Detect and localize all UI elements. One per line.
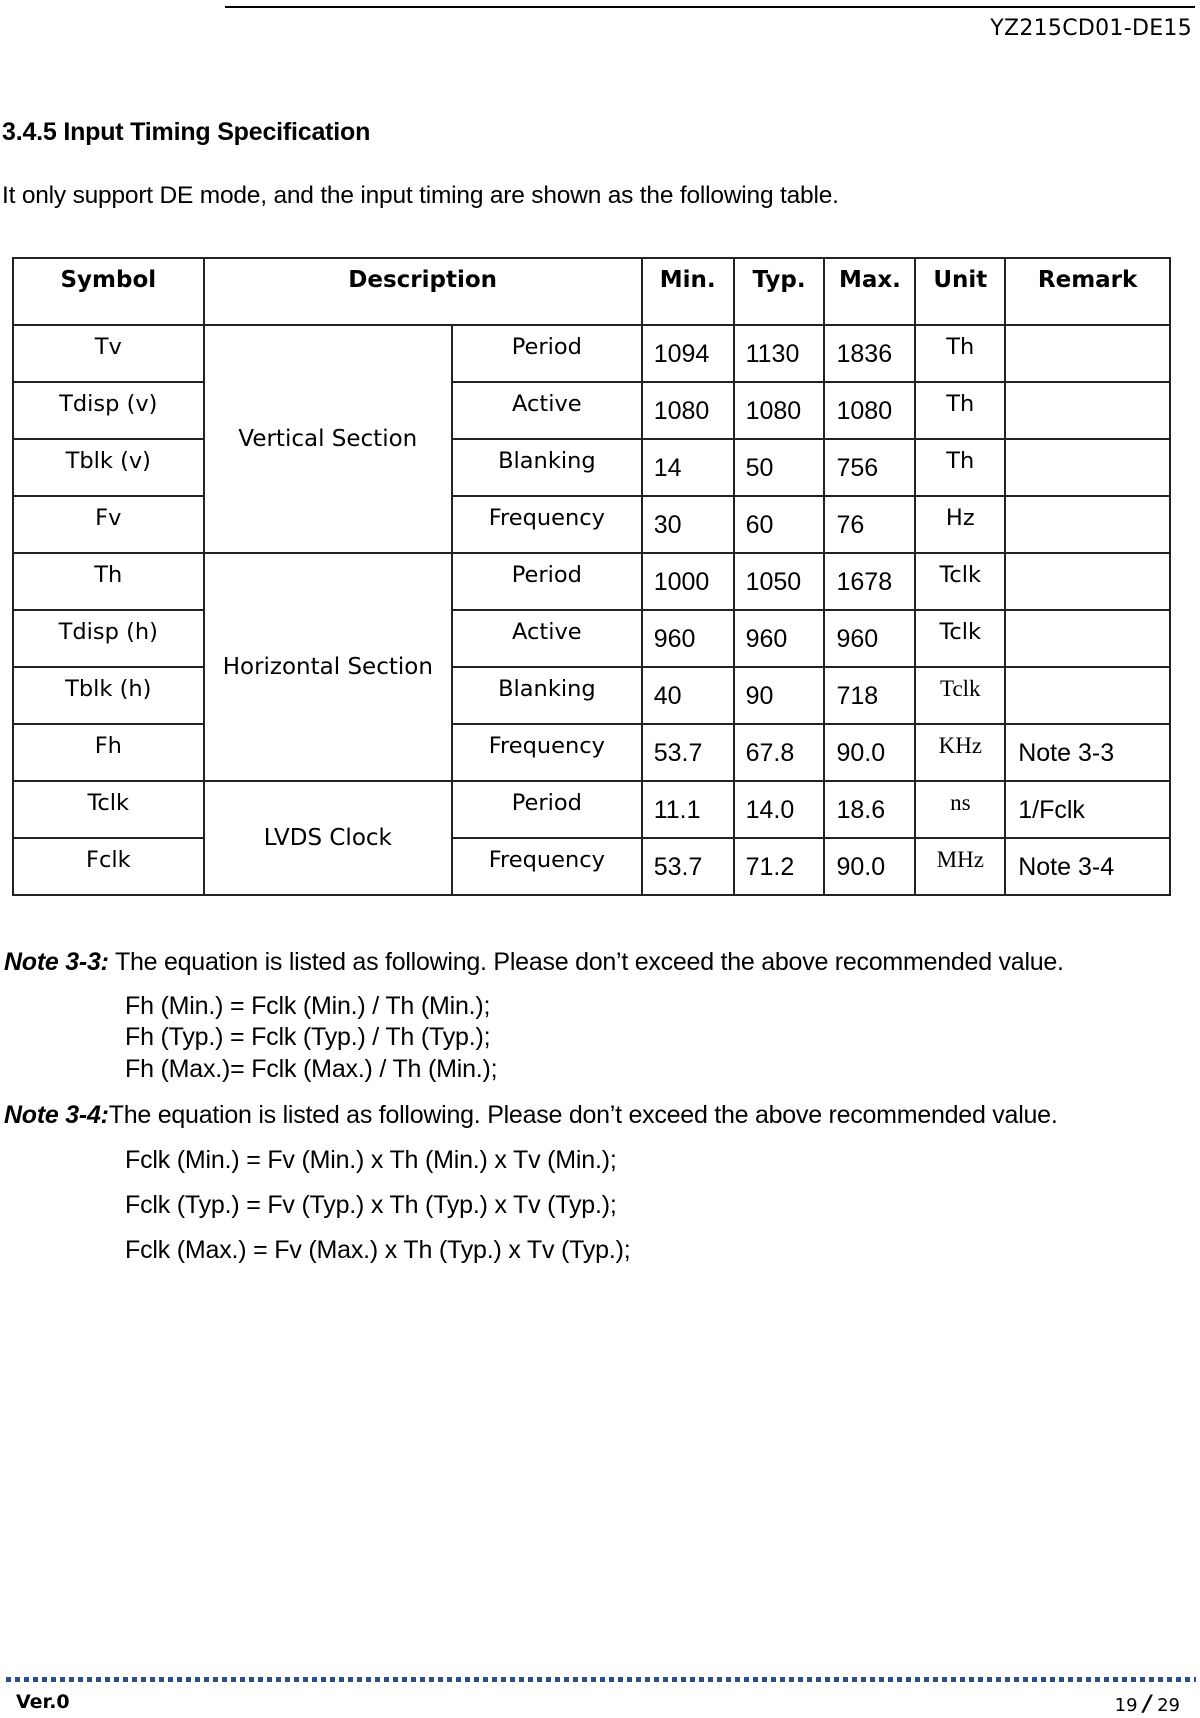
unit-cell: Hz [915,496,1005,553]
unit-cell: Tclk [915,667,1005,724]
param-cell: Period [452,325,642,382]
intro-text: It only support DE mode, and the input timing are shown as the following table. [2,182,839,209]
header-remark: Remark [1005,258,1170,325]
max-cell: 1836 [824,325,915,382]
typ-cell: 14.0 [734,781,825,838]
symbol-cell: Tdisp (v) [13,382,204,439]
table-row [13,838,1170,895]
max-cell: 1080 [824,382,915,439]
lvds-clock-section-cell: LVDS Clock [204,781,452,895]
header-rule [225,6,1195,8]
page-separator: / [1143,1692,1152,1717]
min-cell: 1080 [642,382,734,439]
unit-cell: Tclk [915,610,1005,667]
symbol-cell: Tv [13,325,204,382]
vertical-section-cell: Vertical Section [204,325,452,553]
unit-cell: Tclk [915,553,1005,610]
remark-cell: Note 3-3 [1005,724,1170,781]
min-cell: 40 [642,667,734,724]
note-3-4-label: Note 3-4: [4,1101,109,1129]
min-cell: 1094 [642,325,734,382]
section-title: 3.4.5 Input Timing Specification [2,118,371,146]
note-3-3-label: Note 3-3: [4,948,109,976]
remark-cell [1005,325,1170,382]
param-cell: Period [452,553,642,610]
min-cell: 53.7 [642,838,734,895]
symbol-cell: Fv [13,496,204,553]
note-3-4-text: The equation is listed as following. Please don’t exceed the above recommended value. [108,1101,1058,1129]
typ-cell: 67.8 [734,724,825,781]
remark-cell [1005,496,1170,553]
symbol-cell: Tblk (h) [13,667,204,724]
typ-cell: 71.2 [734,838,825,895]
note-3-3 [4,948,1064,977]
typ-cell: 90 [734,667,825,724]
footer-page-number [1115,1692,1180,1717]
param-cell: Frequency [452,496,642,553]
param-cell: Blanking [452,667,642,724]
unit-cell: Th [915,325,1005,382]
note-3-3-text: The equation is listed as following. Please don’t exceed the above recommended value. [108,948,1064,976]
table-row [13,667,1170,724]
page-current: 19 [1114,1695,1138,1716]
typ-cell: 60 [734,496,825,553]
header-description: Description [204,258,642,325]
max-cell: 756 [824,439,915,496]
note-3-3-equation: Fh (Typ.) = Fclk (Typ.) / Th (Typ.); [125,1023,491,1051]
header-typ: Typ. [734,258,825,325]
min-cell: 53.7 [642,724,734,781]
footer-version: Ver.0 [16,1691,70,1713]
table-header-row [13,258,1170,325]
param-cell: Period [452,781,642,838]
symbol-cell: Tblk (v) [13,439,204,496]
unit-cell: ns [915,781,1005,838]
header-max: Max. [824,258,915,325]
max-cell: 76 [824,496,915,553]
table-row [13,610,1170,667]
remark-cell [1005,553,1170,610]
document-id: YZ215CD01-DE15 [990,16,1192,41]
table-row [13,781,1170,838]
footer-dotted-rule [6,1677,1196,1682]
unit-cell: Th [915,382,1005,439]
symbol-cell: Th [13,553,204,610]
min-cell: 1000 [642,553,734,610]
note-3-4 [4,1101,1058,1130]
unit-cell: MHz [915,838,1005,895]
typ-cell: 1050 [734,553,825,610]
symbol-cell: Fh [13,724,204,781]
note-3-4-equation: Fclk (Typ.) = Fv (Typ.) x Th (Typ.) x Tv (Typ.); [125,1191,617,1219]
typ-cell: 1080 [734,382,825,439]
table-row [13,496,1170,553]
param-cell: Active [452,382,642,439]
header-unit: Unit [915,258,1005,325]
remark-cell: Note 3-4 [1005,838,1170,895]
note-3-3-equation: Fh (Max.)= Fclk (Max.) / Th (Min.); [125,1055,498,1083]
min-cell: 14 [642,439,734,496]
unit-cell: Th [915,439,1005,496]
remark-cell: 1/Fclk [1005,781,1170,838]
remark-cell [1005,610,1170,667]
header-min: Min. [642,258,734,325]
symbol-cell: Tclk [13,781,204,838]
max-cell: 960 [824,610,915,667]
symbol-cell: Tdisp (h) [13,610,204,667]
min-cell: 11.1 [642,781,734,838]
param-cell: Frequency [452,724,642,781]
input-timing-table [12,257,1171,896]
table-row [13,553,1170,610]
note-3-3-equation: Fh (Min.) = Fclk (Min.) / Th (Min.); [125,992,491,1020]
max-cell: 90.0 [824,838,915,895]
remark-cell [1005,439,1170,496]
min-cell: 960 [642,610,734,667]
table-row [13,724,1170,781]
table-row [13,325,1170,382]
typ-cell: 960 [734,610,825,667]
unit-cell: KHz [915,724,1005,781]
param-cell: Active [452,610,642,667]
min-cell: 30 [642,496,734,553]
max-cell: 718 [824,667,915,724]
note-3-4-equation: Fclk (Max.) = Fv (Max.) x Th (Typ.) x Tv (Typ.); [125,1236,631,1264]
typ-cell: 1130 [734,325,825,382]
page-total: 29 [1157,1695,1180,1716]
horizontal-section-cell: Horizontal Section [204,553,452,781]
param-cell: Blanking [452,439,642,496]
max-cell: 1678 [824,553,915,610]
header-symbol: Symbol [13,258,204,325]
symbol-cell: Fclk [13,838,204,895]
table-row [13,382,1170,439]
remark-cell [1005,667,1170,724]
param-cell: Frequency [452,838,642,895]
max-cell: 18.6 [824,781,915,838]
remark-cell [1005,382,1170,439]
max-cell: 90.0 [824,724,915,781]
table-row [13,439,1170,496]
typ-cell: 50 [734,439,825,496]
note-3-4-equation: Fclk (Min.) = Fv (Min.) x Th (Min.) x Tv (Min.); [125,1146,617,1174]
